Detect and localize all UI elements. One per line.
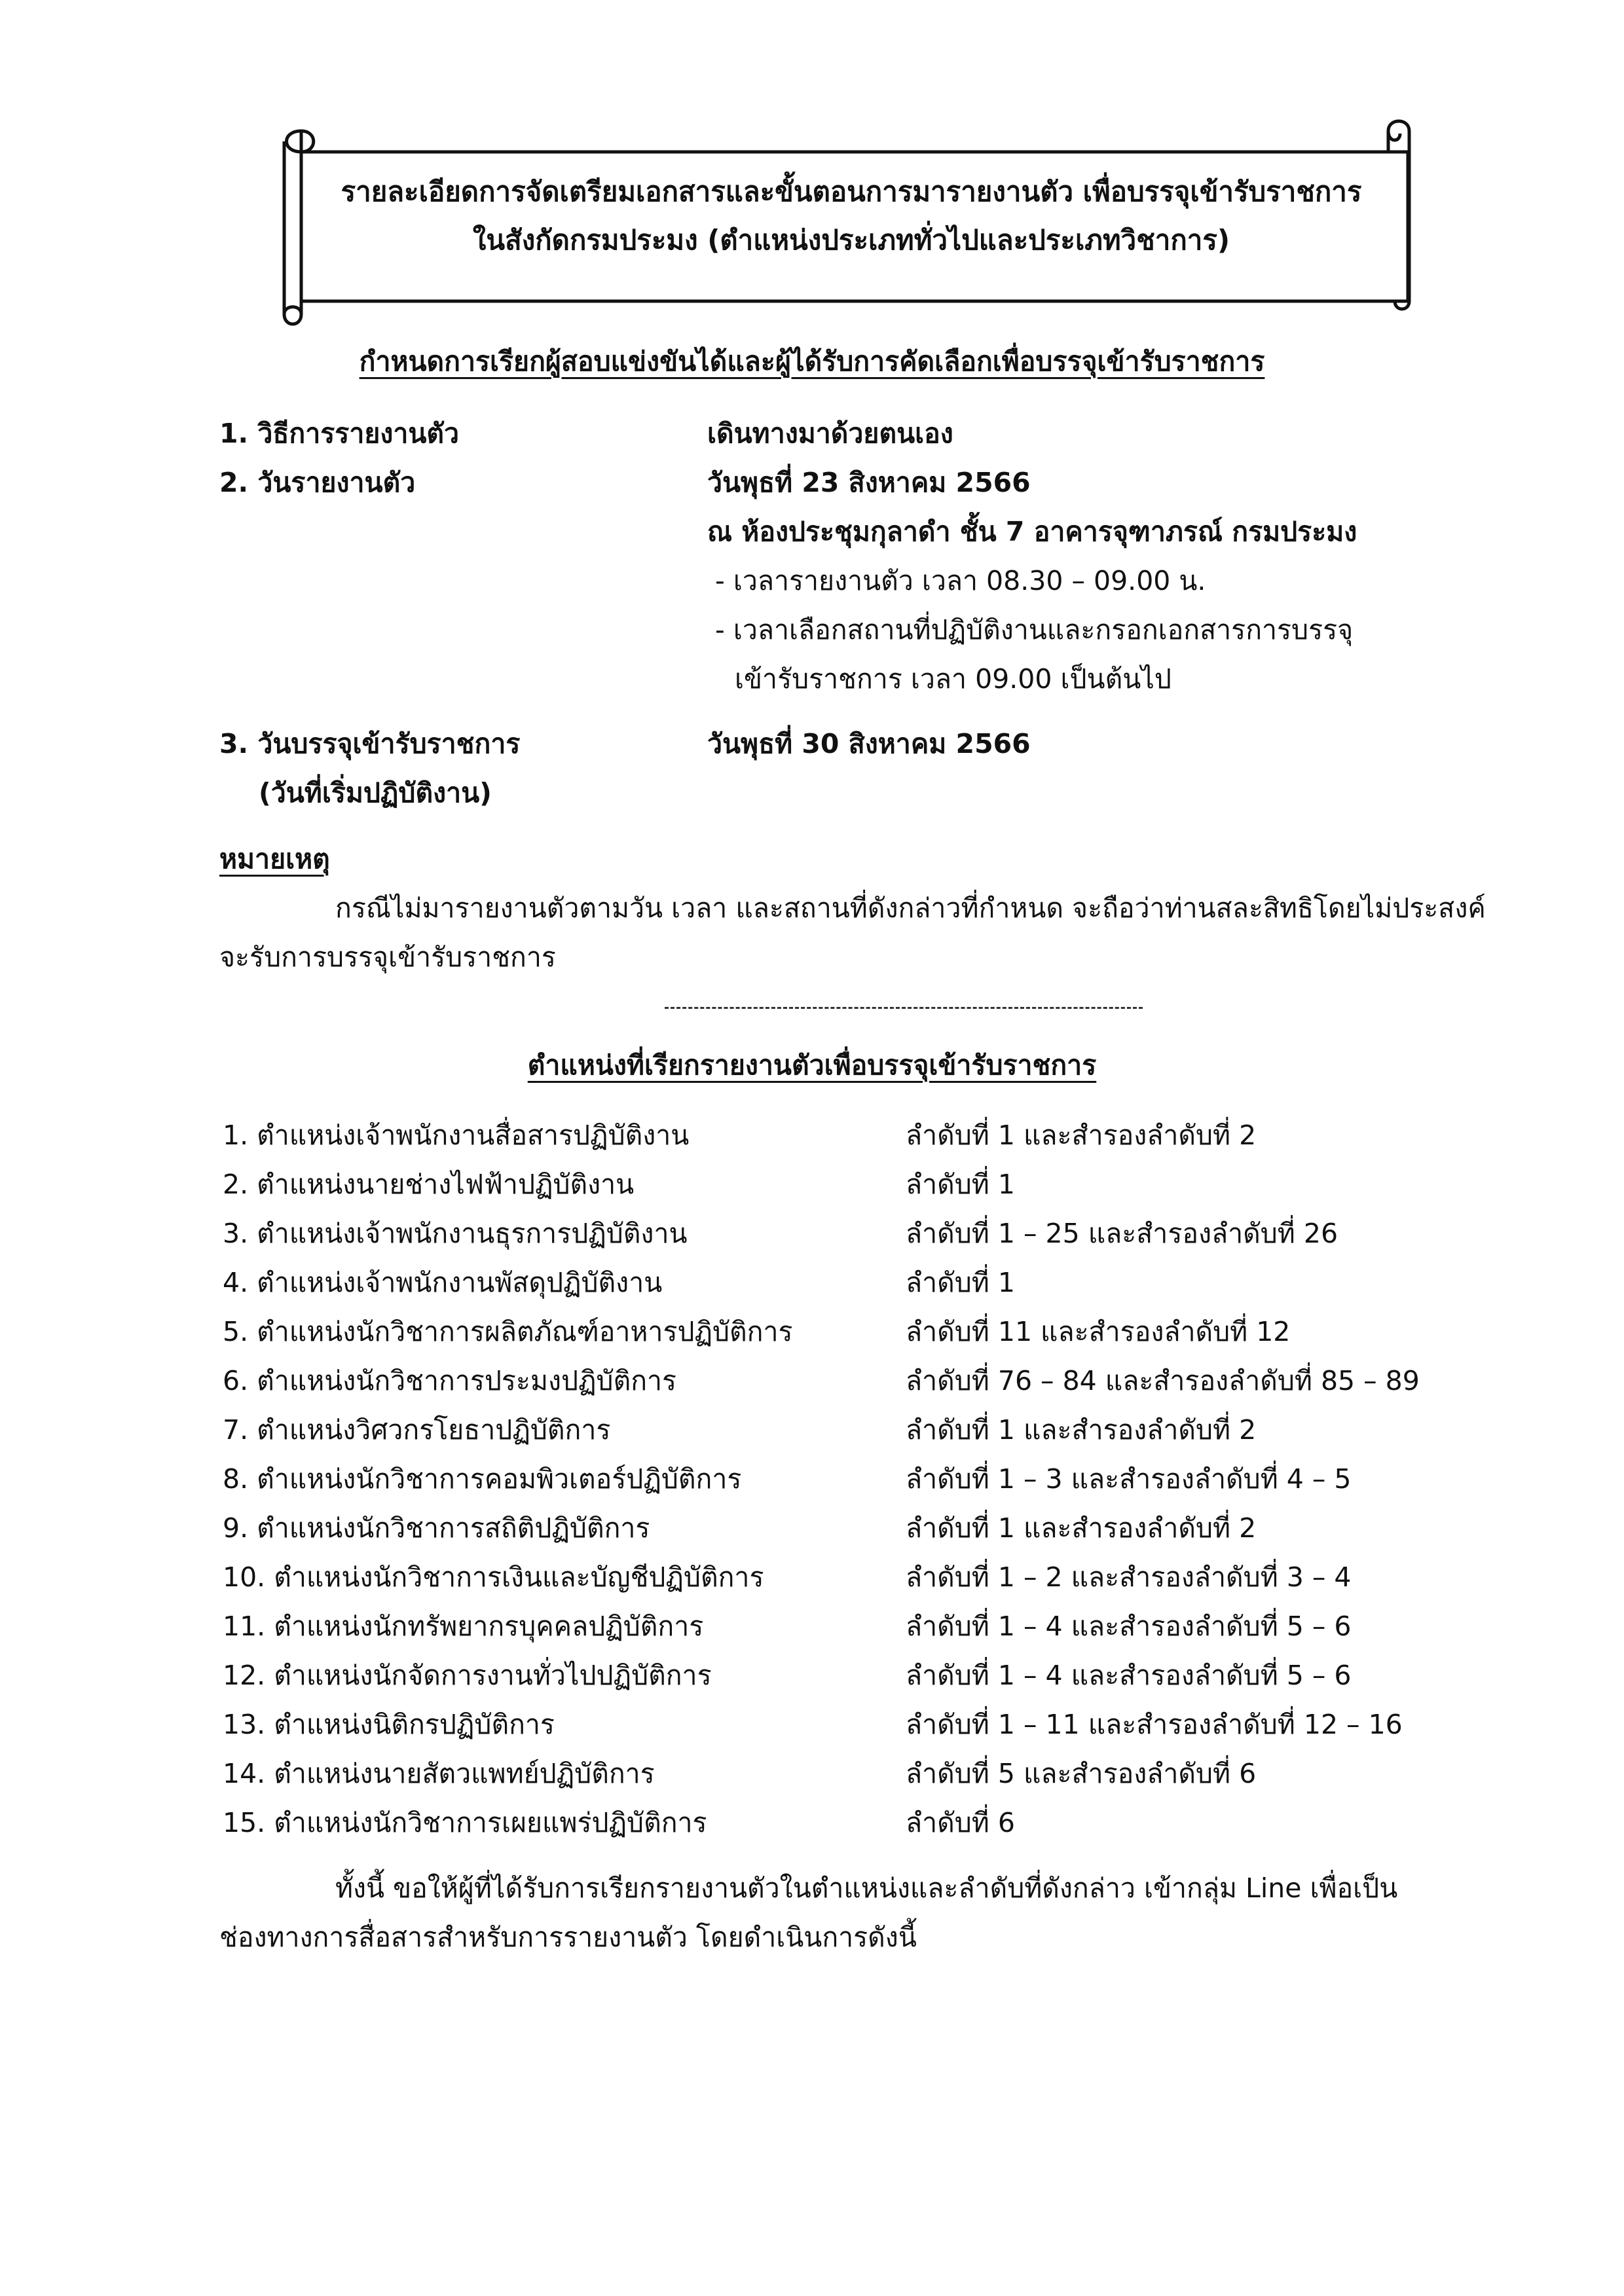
closing-line-2: ช่องทางการสื่อสารสำหรับการรายงานตัว โดยดำเนินการดังนี้ (219, 1922, 917, 1953)
dashed-divider (665, 1007, 1143, 1009)
schedule-venue: ณ ห้องประชุมกุลาดำ ชั้น 7 อาคารจุฑาภรณ์ กรมประมง (707, 516, 1357, 547)
position-name: 5. ตำแหน่งนักวิชาการผลิตภัณฑ์อาหารปฏิบัติการ (223, 1316, 793, 1347)
position-name: 13. ตำแหน่งนิติกรปฏิบัติการ (223, 1709, 555, 1740)
position-order: ลำดับที่ 1 – 25 และสำรองลำดับที่ 26 (906, 1218, 1338, 1249)
positions-heading: ตำแหน่งที่เรียกรายงานตัวเพื่อบรรจุเข้ารับราชการ (527, 1049, 1097, 1081)
schedule-label-method: 1. วิธีการรายงานตัว (219, 418, 460, 449)
note-line-1: กรณีไม่มารายงานตัวตามวัน เวลา และสถานที่ดังกล่าวที่กำหนด จะถือว่าท่านสละสิทธิโดยไม่ประสงค์ (335, 892, 1486, 924)
position-name: 12. ตำแหน่งนักจัดการงานทั่วไปปฏิบัติการ (223, 1660, 712, 1691)
position-order: ลำดับที่ 6 (906, 1807, 1015, 1838)
position-name: 3. ตำแหน่งเจ้าพนักงานธุรการปฏิบัติงาน (223, 1218, 688, 1249)
position-name: 6. ตำแหน่งนักวิชาการประมงปฏิบัติการ (223, 1365, 677, 1396)
closing-line-1: ทั้งนี้ ขอให้ผู้ที่ได้รับการเรียกรายงานตัวในตำแหน่งและลำดับที่ดังกล่าว เข้ากลุ่ม Line เพื่อเป็น (335, 1872, 1398, 1904)
position-order: ลำดับที่ 1 (906, 1169, 1015, 1200)
position-name: 14. ตำแหน่งนายสัตวแพทย์ปฏิบัติการ (223, 1758, 655, 1789)
position-order: ลำดับที่ 1 – 11 และสำรองลำดับที่ 12 – 16 (906, 1709, 1403, 1740)
position-order: ลำดับที่ 1 และสำรองลำดับที่ 2 (906, 1120, 1257, 1151)
note-line-2: จะรับการบรรจุเข้ารับราชการ (219, 941, 556, 973)
schedule-sublabel-start-date: (วันที่เริ่มปฏิบัติงาน) (259, 777, 492, 809)
note-title: หมายเหตุ (219, 843, 330, 875)
position-order: ลำดับที่ 1 และสำรองลำดับที่ 2 (906, 1414, 1257, 1446)
position-name: 10. ตำแหน่งนักวิชาการเงินและบัญชีปฏิบัติการ (223, 1561, 764, 1593)
position-name: 15. ตำแหน่งนักวิชาการเผยแพร่ปฏิบัติการ (223, 1807, 707, 1838)
position-name: 1. ตำแหน่งเจ้าพนักงานสื่อสารปฏิบัติงาน (223, 1120, 690, 1151)
schedule-value-start-date: วันพุธที่ 30 สิงหาคม 2566 (707, 728, 1031, 759)
position-name: 9. ตำแหน่งนักวิชาการสถิติปฏิบัติการ (223, 1512, 650, 1544)
scroll-frame (282, 118, 1421, 327)
schedule-value-report-date: วันพุธที่ 23 สิงหาคม 2566 (707, 467, 1031, 498)
position-order: ลำดับที่ 11 และสำรองลำดับที่ 12 (906, 1316, 1291, 1347)
position-order: ลำดับที่ 1 – 4 และสำรองลำดับที่ 5 – 6 (906, 1611, 1352, 1642)
position-name: 4. ตำแหน่งเจ้าพนักงานพัสดุปฏิบัติงาน (223, 1267, 663, 1298)
schedule-label-start-date: 3. วันบรรจุเข้ารับราชการ (219, 728, 521, 759)
position-name: 2. ตำแหน่งนายช่างไฟฟ้าปฏิบัติงาน (223, 1169, 635, 1200)
position-order: ลำดับที่ 1 และสำรองลำดับที่ 2 (906, 1512, 1257, 1544)
title-banner (282, 118, 1421, 327)
schedule-detail-select-cont: เข้ารับราชการ เวลา 09.00 เป็นต้นไป (735, 663, 1172, 695)
position-order: ลำดับที่ 76 – 84 และสำรองลำดับที่ 85 – 89 (906, 1365, 1420, 1396)
position-order: ลำดับที่ 1 (906, 1267, 1015, 1298)
title-line-2: ในสังกัดกรมประมง (ตำแหน่งประเภททั่วไปและประเภทวิชาการ) (472, 224, 1230, 256)
position-order: ลำดับที่ 1 – 4 และสำรองลำดับที่ 5 – 6 (906, 1660, 1352, 1691)
schedule-label-report-date: 2. วันรายงานตัว (219, 467, 416, 498)
schedule-detail-select: - เวลาเลือกสถานที่ปฏิบัติงานและกรอกเอกสารการบรรจุ (715, 614, 1354, 646)
position-name: 11. ตำแหน่งนักทรัพยากรบุคคลปฏิบัติการ (223, 1611, 704, 1642)
position-name: 7. ตำแหน่งวิศวกรโยธาปฏิบัติการ (223, 1414, 611, 1446)
position-order: ลำดับที่ 1 – 3 และสำรองลำดับที่ 4 – 5 (906, 1463, 1352, 1495)
position-order: ลำดับที่ 5 และสำรองลำดับที่ 6 (906, 1758, 1257, 1789)
schedule-value-method: เดินทางมาด้วยตนเอง (707, 418, 953, 449)
schedule-detail-time: - เวลารายงานตัว เวลา 08.30 – 09.00 น. (715, 565, 1206, 596)
position-order: ลำดับที่ 1 – 2 และสำรองลำดับที่ 3 – 4 (906, 1561, 1352, 1593)
position-name: 8. ตำแหน่งนักวิชาการคอมพิวเตอร์ปฏิบัติการ (223, 1463, 742, 1495)
title-line-1: รายละเอียดการจัดเตรียมเอกสารและขั้นตอนการมารายงานตัว เพื่อบรรจุเข้ารับราชการ (341, 175, 1362, 208)
schedule-heading: กำหนดการเรียกผู้สอบแข่งขันได้และผู้ได้รับการคัดเลือกเพื่อบรรจุเข้ารับราชการ (359, 346, 1265, 377)
